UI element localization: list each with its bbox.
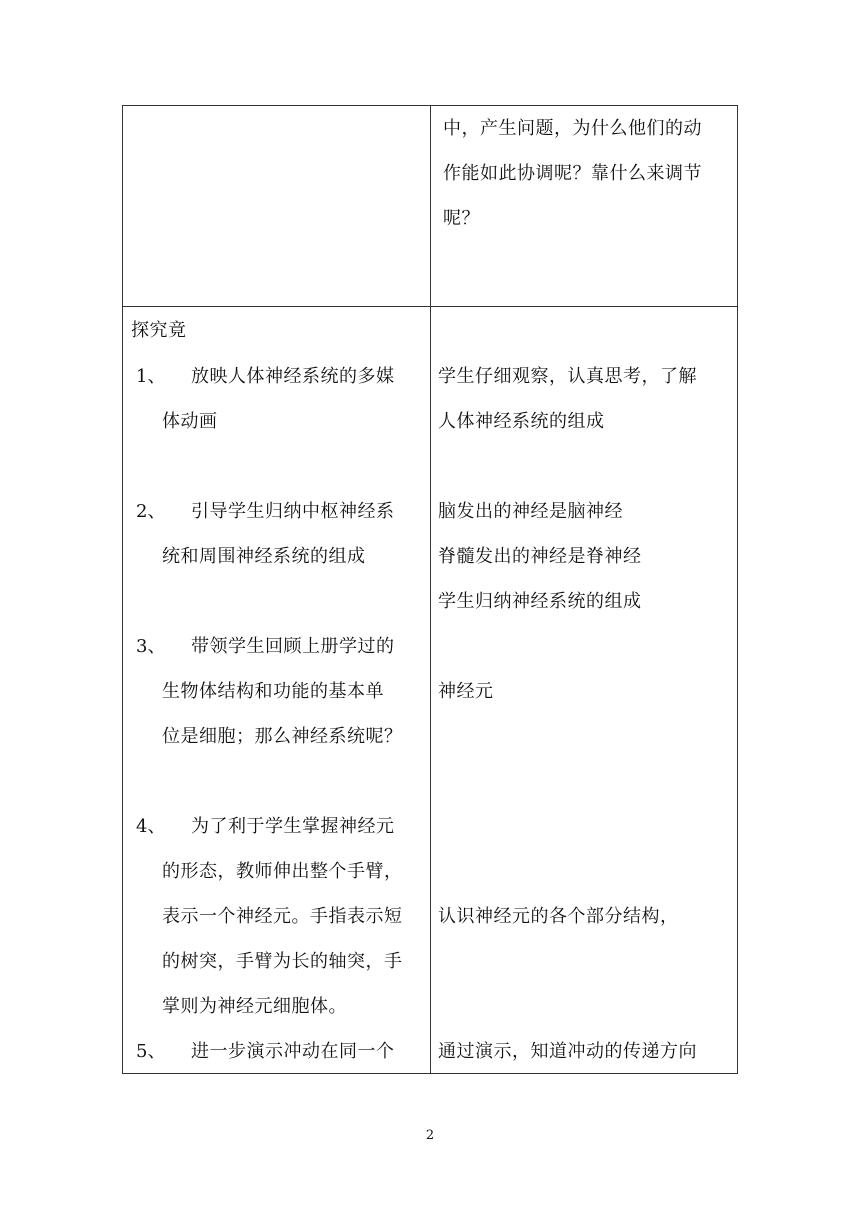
item-4-line-3: 表示一个神经元。手指表示短 bbox=[162, 906, 403, 927]
item-4-line-2: 的形态，教师伸出整个手臂， bbox=[162, 861, 403, 882]
item-2-line-2: 统和周围神经系统的组成 bbox=[162, 546, 366, 567]
item-1-line-1: 放映人体神经系统的多媒 bbox=[191, 366, 395, 387]
item-4-line-4: 的树突，手臂为长的轴突，手 bbox=[162, 951, 403, 972]
row-divider bbox=[123, 306, 737, 307]
item-3-line-3: 位是细胞；那么神经系统呢？ bbox=[162, 726, 403, 747]
item-1-line-2: 体动画 bbox=[162, 411, 218, 432]
row2-right-line-5: 学生归纳神经系统的组成 bbox=[438, 591, 642, 612]
row1-right-line-1: 中，产生问题，为什么他们的动 bbox=[443, 118, 702, 139]
item-number-4: 4、 bbox=[136, 816, 166, 837]
lesson-table bbox=[122, 105, 738, 1074]
row2-right-line-6: 神经元 bbox=[438, 681, 494, 702]
item-3-line-1: 带领学生回顾上册学过的 bbox=[191, 636, 395, 657]
row1-right-line-2: 作能如此协调呢？靠什么来调节 bbox=[443, 163, 702, 184]
row2-right-line-4: 脊髓发出的神经是脊神经 bbox=[438, 546, 642, 567]
row2-right-line-3: 脑发出的神经是脑神经 bbox=[438, 501, 623, 522]
row2-right-line-7: 认识神经元的各个部分结构， bbox=[438, 906, 679, 927]
row2-right-line-8: 通过演示，知道冲动的传递方向 bbox=[438, 1041, 697, 1062]
item-2-line-1: 引导学生归纳中枢神经系 bbox=[191, 501, 395, 522]
row2-right-line-2: 人体神经系统的组成 bbox=[438, 411, 605, 432]
item-3-line-2: 生物体结构和功能的基本单 bbox=[162, 681, 384, 702]
row2-right-line-1: 学生仔细观察，认真思考，了解 bbox=[438, 366, 697, 387]
item-5-line-1: 进一步演示冲动在同一个 bbox=[191, 1041, 395, 1062]
item-number-5: 5、 bbox=[136, 1041, 166, 1062]
section-heading: 探究竟 bbox=[131, 320, 187, 341]
item-number-2: 2、 bbox=[136, 501, 166, 522]
row1-right-line-3: 呢？ bbox=[443, 208, 480, 229]
item-4-line-1: 为了利于学生掌握神经元 bbox=[191, 816, 395, 837]
item-4-line-5: 掌则为神经元细胞体。 bbox=[162, 996, 347, 1017]
item-number-3: 3、 bbox=[136, 636, 166, 657]
column-divider bbox=[430, 106, 431, 1073]
page-number: 2 bbox=[425, 1128, 435, 1143]
item-number-1: 1、 bbox=[136, 366, 166, 387]
